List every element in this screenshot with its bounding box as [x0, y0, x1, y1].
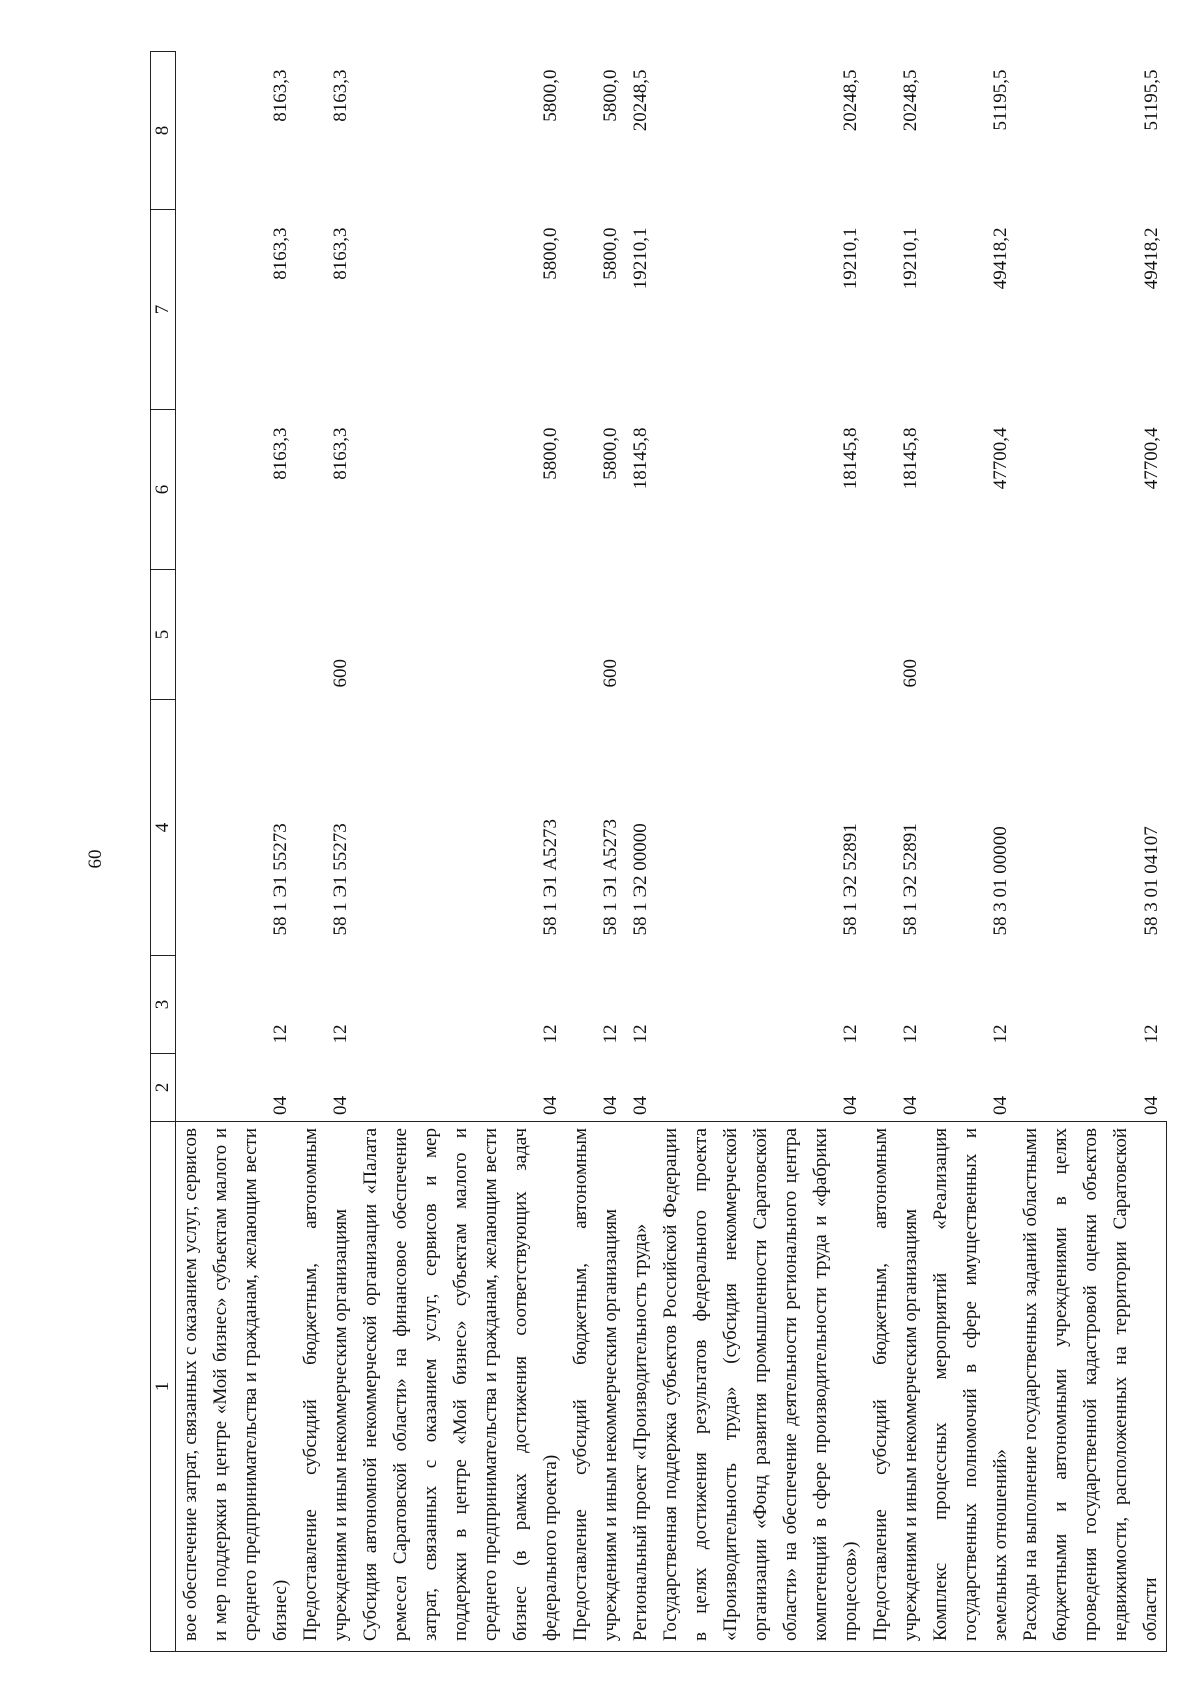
column-header: 3 [151, 956, 176, 1054]
table-header-row [151, 52, 176, 1652]
cell-subsection: 12 [540, 1024, 561, 1044]
cell-target-code: 58 1 Э2 52891 [900, 823, 921, 936]
cell-amount-col8: 20248,5 [900, 69, 921, 132]
cell-target-code: 58 1 Э2 00000 [630, 823, 651, 936]
page-number: 60 [85, 849, 106, 869]
cell-expense-type [656, 570, 866, 700]
cell-subsection: 12 [900, 1024, 921, 1044]
cell-amount-col7: 49418,2 [990, 227, 1011, 290]
cell-expense-type: 600 [900, 659, 921, 688]
row-description: Предоставление субсидий бюджетным, автономным учреждениям и иным некоммерческим организациям [866, 1122, 926, 1652]
row-description: Комплекс процессных мероприятий «Реализация государственных полномочий в сфере имущественных и земельных отношений» [926, 1122, 1016, 1652]
cell-section: 04 [900, 1096, 921, 1115]
row-description: Государственная поддержка субъектов Российской Федерации в целях достижения результатов федерального проекта «Производительность труда» (субсидия некоммерческой организации «Фонд развития промышленности Саратовской области» на обеспечение деятельности регионального центра компетенций в сфере производительности труда и «фабрики процессов») [656, 1122, 866, 1652]
cell-amount-col7: 8163,3 [330, 227, 351, 280]
cell-target-code: 58 1 Э2 52891 [840, 823, 861, 936]
table-row [296, 52, 356, 1652]
cell-amount-col7: 19210,1 [630, 227, 651, 290]
cell-expense-type [176, 570, 297, 700]
cell-expense-type [626, 570, 656, 700]
cell-section: 04 [540, 1096, 561, 1115]
cell-amount-col8: 20248,5 [840, 69, 861, 132]
cell-section: 04 [840, 1096, 861, 1115]
cell-amount-col7: 19210,1 [900, 227, 921, 290]
cell-target-code: 58 3 01 00000 [990, 826, 1011, 936]
cell-amount-col8: 51195,5 [990, 69, 1011, 131]
cell-expense-type [356, 570, 566, 700]
cell-amount-col8: 8163,3 [270, 69, 291, 122]
cell-amount-col7: 5800,0 [600, 227, 621, 280]
cell-amount-col6: 18145,8 [630, 427, 651, 490]
column-header: 4 [151, 700, 176, 956]
cell-expense-type: 600 [330, 659, 351, 688]
cell-target-code: 58 3 01 04107 [1140, 826, 1162, 936]
cell-amount-col6: 5800,0 [540, 427, 561, 480]
cell-target-code: 58 1 Э1 А5273 [540, 818, 561, 936]
column-header: 5 [151, 570, 176, 700]
cell-section: 04 [630, 1096, 651, 1115]
row-description: Предоставление субсидий бюджетным, автономным учреждениям и иным некоммерческим организациям [296, 1122, 356, 1652]
table-row [566, 52, 626, 1652]
table-row [1016, 52, 1167, 1652]
cell-section: 04 [1140, 1096, 1162, 1115]
budget-table [150, 51, 1167, 1652]
cell-amount-col7: 49418,2 [1140, 227, 1162, 290]
cell-expense-type [926, 570, 1016, 700]
row-description: Предоставление субсидий бюджетным, автономным учреждениям и иным некоммерческим организациям [566, 1122, 626, 1652]
cell-subsection: 12 [330, 1024, 351, 1044]
column-header: 2 [151, 1054, 176, 1122]
row-description: вое обеспечение затрат, связанных с оказанием услуг, сервисов и мер поддержки в центре «Мой бизнес» субъектам малого и среднего предпринимательства и гражданам, желающим вести бизнес) [176, 1122, 297, 1652]
table-row [626, 52, 656, 1652]
cell-expense-type [1016, 570, 1167, 700]
rotated-page [150, 52, 1162, 1652]
cell-amount-col6: 5800,0 [600, 427, 621, 480]
cell-subsection: 12 [1140, 1024, 1162, 1044]
cell-amount-col8: 8163,3 [330, 69, 351, 122]
cell-amount-col6: 8163,3 [270, 427, 291, 480]
cell-section: 04 [600, 1096, 621, 1115]
cell-amount-col8: 5800,0 [540, 69, 561, 122]
cell-expense-type: 600 [600, 659, 621, 688]
cell-subsection: 12 [840, 1024, 861, 1044]
cell-amount-col7: 5800,0 [540, 227, 561, 280]
table-row [866, 52, 926, 1652]
cell-subsection: 12 [990, 1024, 1011, 1044]
cell-subsection: 12 [600, 1024, 621, 1044]
cell-target-code: 58 1 Э1 55273 [270, 823, 291, 936]
cell-target-code: 58 1 Э1 А5273 [600, 818, 621, 936]
cell-amount-col6: 8163,3 [330, 427, 351, 480]
cell-section: 04 [270, 1096, 291, 1115]
row-description: Региональный проект «Производительность труда» [626, 1122, 656, 1652]
table-row [926, 52, 1016, 1652]
column-header: 6 [151, 410, 176, 570]
cell-amount-col8: 51195,5 [1140, 69, 1162, 131]
cell-amount-col6: 18145,8 [900, 427, 921, 490]
table-row [176, 52, 297, 1652]
table-row [656, 52, 866, 1652]
cell-section: 04 [990, 1096, 1011, 1115]
cell-subsection: 12 [630, 1024, 651, 1044]
cell-amount-col6: 47700,4 [990, 427, 1011, 490]
cell-amount-col7: 8163,3 [270, 227, 291, 280]
column-header: 1 [151, 1122, 176, 1652]
cell-amount-col8: 20248,5 [630, 69, 651, 132]
cell-section: 04 [330, 1096, 351, 1115]
row-description: Расходы на выполнение государственных заданий областными бюджетными и автономными учреждениями в целях проведения государственной кадастровой оценки объектов недвижимости, расположенных на территории Саратовской области [1016, 1122, 1167, 1652]
cell-amount-col7: 19210,1 [840, 227, 861, 290]
cell-target-code: 58 1 Э1 55273 [330, 823, 351, 936]
column-header: 8 [151, 52, 176, 210]
cell-amount-col6: 18145,8 [840, 427, 861, 490]
table-row [356, 52, 566, 1652]
cell-amount-col6: 47700,4 [1140, 427, 1162, 490]
cell-subsection: 12 [270, 1024, 291, 1044]
row-description: Субсидия автономной некоммерческой организации «Палата ремесел Саратовской области» на финансовое обеспечение затрат, связанных с оказанием услуг, сервисов и мер поддержки в центре «Мой бизнес» субъектам малого и среднего предпринимательства и гражданам, желающим вести бизнес (в рамках достижения соответствующих задач федерального проекта) [356, 1122, 566, 1652]
cell-amount-col8: 5800,0 [600, 69, 621, 122]
column-header: 7 [151, 210, 176, 410]
